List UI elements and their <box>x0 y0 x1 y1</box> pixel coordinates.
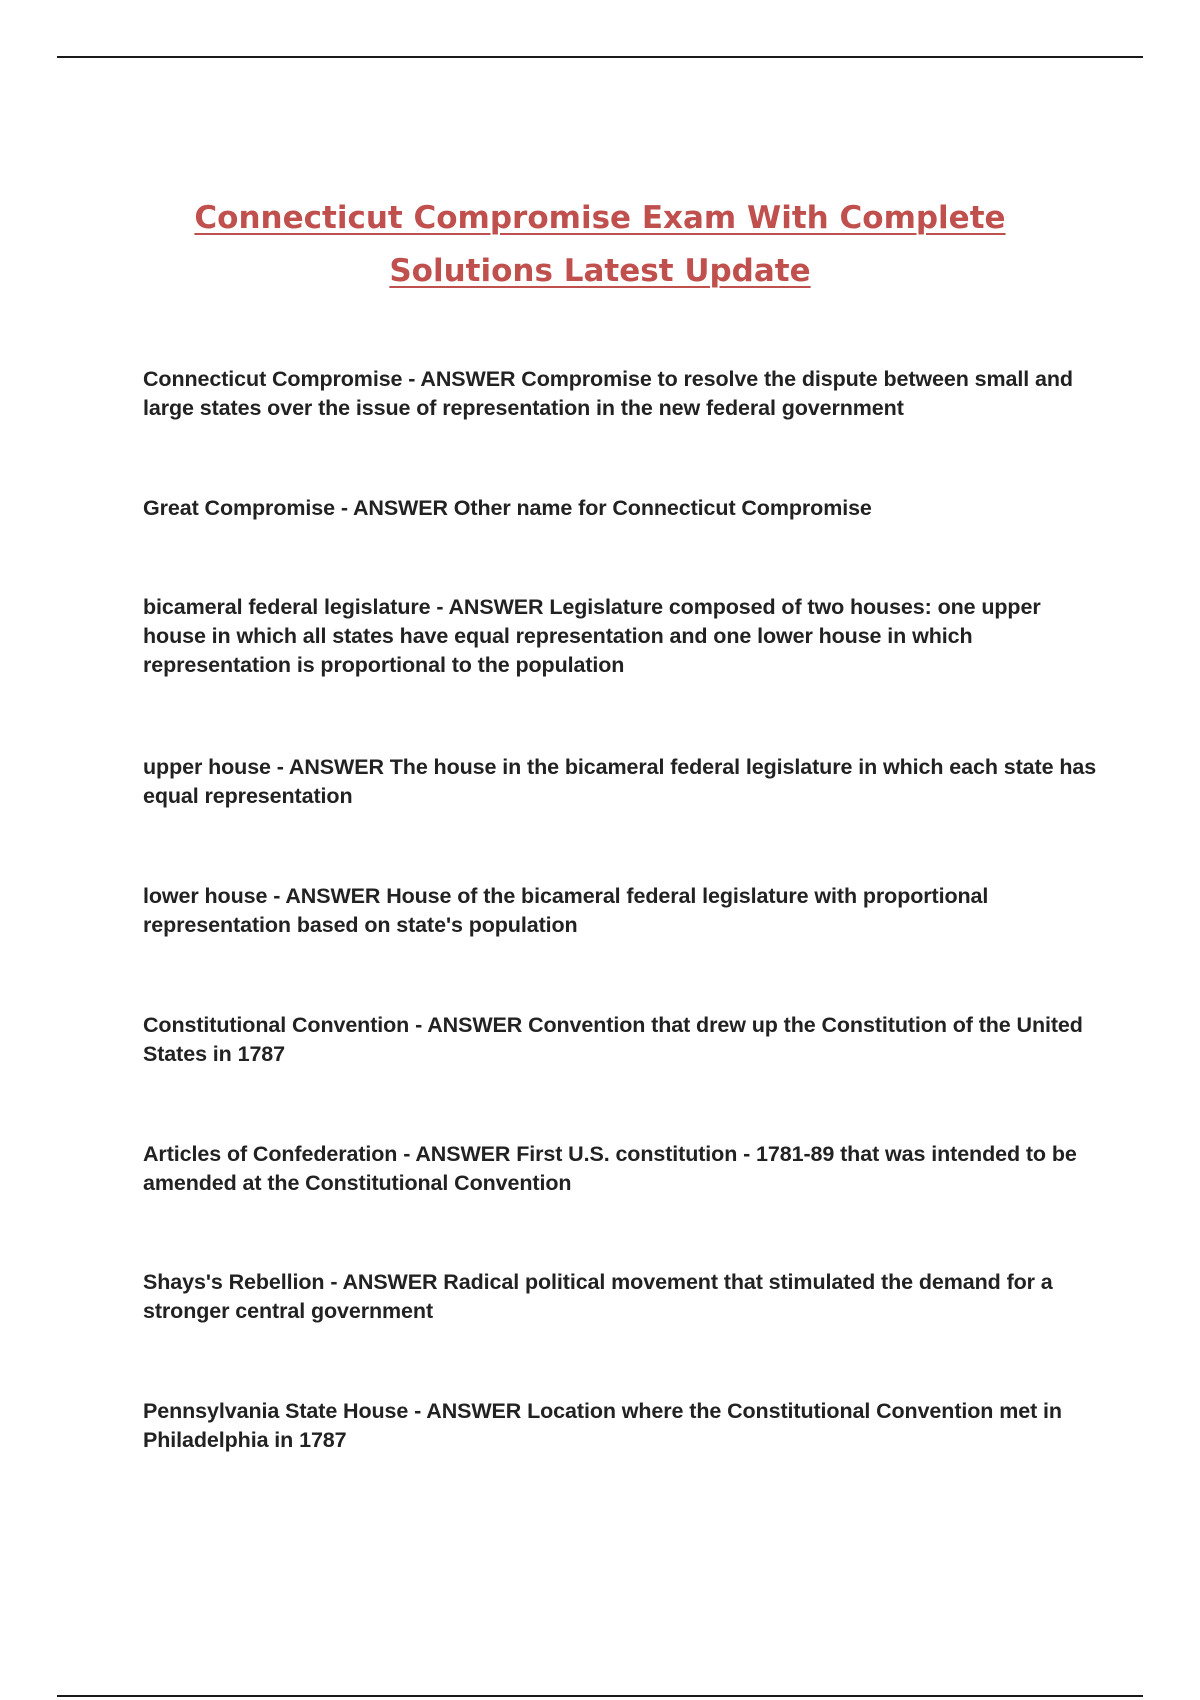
qa-separator: - ANSWER <box>270 755 390 779</box>
qa-term: Great Compromise <box>143 496 335 520</box>
qa-separator: - ANSWER <box>402 367 522 391</box>
qa-term: Pennsylvania State House <box>143 1399 409 1423</box>
qa-term: upper house <box>143 755 271 779</box>
qa-separator: - ANSWER <box>397 1142 517 1166</box>
top-rule <box>57 56 1143 58</box>
bottom-rule <box>57 1695 1143 1697</box>
qa-term: Constitutional Convention <box>143 1013 410 1037</box>
qa-item-shays-rebellion <box>143 1268 1103 1326</box>
qa-answer: Legislature composed of two houses: one upper house in which all states have equal representation and one lower house in which representation is proportional to the population <box>143 595 1041 677</box>
qa-separator: - ANSWER <box>334 496 454 520</box>
qa-answer: The house in the bicameral federal legislature in which each state has equal representation <box>143 755 1097 808</box>
qa-separator: - ANSWER <box>324 1270 444 1294</box>
qa-separator: - ANSWER <box>409 1013 529 1037</box>
qa-term: lower house <box>143 884 268 908</box>
qa-item-articles-of-confederation <box>143 1140 1103 1198</box>
qa-item-connecticut-compromise <box>143 365 1103 423</box>
qa-answer: Other name for Connecticut Compromise <box>453 496 872 520</box>
qa-separator: - ANSWER <box>267 884 387 908</box>
document-title: Connecticut Compromise Exam With Complete Solutions Latest Update <box>194 200 1006 289</box>
qa-answer: House of the bicameral federal legislature with proportional representation based on state's population <box>143 884 989 937</box>
qa-answer: Location where the Constitutional Convention met in Philadelphia in 1787 <box>143 1399 1062 1452</box>
qa-item-constitutional-convention <box>143 1011 1103 1069</box>
qa-term: bicameral federal legislature <box>143 595 431 619</box>
qa-term: Articles of Confederation <box>143 1142 398 1166</box>
qa-separator: - ANSWER <box>430 595 550 619</box>
qa-item-great-compromise <box>143 494 1103 523</box>
qa-answer: Radical political movement that stimulated the demand for a stronger central government <box>143 1270 1053 1323</box>
qa-answer: First U.S. constitution - 1781-89 that was intended to be amended at the Constitutional Convention <box>143 1142 1077 1195</box>
qa-answer: Convention that drew up the Constitution of the United States in 1787 <box>143 1013 1083 1066</box>
qa-term: Shays's Rebellion <box>143 1270 325 1294</box>
qa-item-upper-house <box>143 753 1103 811</box>
qa-item-bicameral-legislature <box>143 593 1103 680</box>
qa-answer: Compromise to resolve the dispute between small and large states over the issue of representation in the new federal government <box>143 367 1073 420</box>
qa-separator: - ANSWER <box>408 1399 528 1423</box>
qa-item-pennsylvania-state-house <box>143 1397 1103 1455</box>
qa-term: Connecticut Compromise <box>143 367 403 391</box>
qa-item-lower-house <box>143 882 1103 940</box>
